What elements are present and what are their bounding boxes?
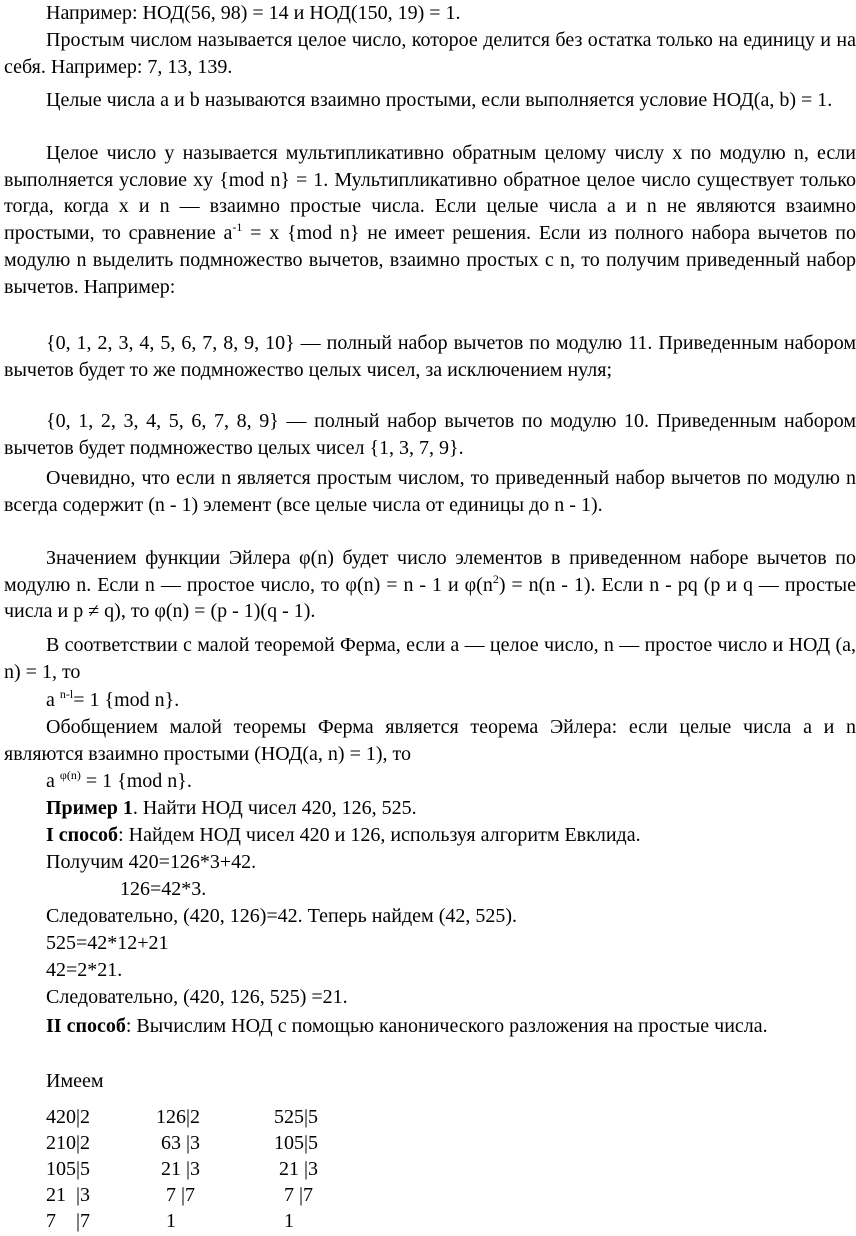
example-1-label: Пример 1: [46, 797, 133, 819]
table-cell: 21 |3: [156, 1158, 201, 1180]
table-cell: 21 |3: [46, 1184, 91, 1206]
inverse-text-part1: Целое число y называется мультипликативно обратным целому числу x по модулю n, если выполняется условие xy {mod n} = 1. Мультипликативно обратное целое число существует только тогда, когда x и n — взаимно простые числа. Если целые числа a и n не являются взаимно простыми, то сравнение a: [4, 142, 856, 245]
example-1-heading: [46, 795, 417, 822]
formula-fermat-base: a: [46, 689, 55, 711]
method-2-label: II способ: [46, 1015, 126, 1037]
table-cell: 420|2: [46, 1106, 91, 1128]
formula-euler-rest: = 1 {mod n}.: [80, 770, 192, 792]
table-cell: 7 |7: [156, 1184, 196, 1206]
method-1-label: I способ: [46, 824, 119, 846]
table-row: [46, 1106, 366, 1132]
paragraph-euler-theorem: Обобщением малой теоремы Ферма является теорема Эйлера: если целые числа a и n являются взаимно простыми (НОД(a, n) = 1), то: [4, 716, 856, 765]
table-cell: 1: [156, 1210, 176, 1232]
formula-euler-exponent: φ(n): [59, 768, 81, 782]
method-1-text: : Найдем НОД чисел 420 и 126, используя алгоритм Евклида.: [118, 824, 641, 846]
table-cell: 525|5: [274, 1106, 319, 1128]
euler-text-part2: ) = n(n - 1). Если n - pq (p и q — простые числа и p ≠ q), то φ(n) = (p - 1)(q - 1).: [4, 573, 856, 623]
table-cell: 210|2: [46, 1132, 91, 1154]
table-cell: 105|5: [46, 1158, 91, 1180]
formula-fermat-rest: = 1 {mod n}.: [73, 689, 180, 711]
table-row: [46, 1210, 366, 1236]
table-cell: 7 |7: [46, 1210, 91, 1232]
paragraph-full-residue-set-11: {0, 1, 2, 3, 4, 5, 6, 7, 8, 9, 10} — полный набор вычетов по модулю 11. Приведенным набором вычетов будет то же подмножество целых чисел, за исключением нуля;: [4, 332, 856, 381]
formula-euler: [46, 768, 192, 795]
paragraph-fermat-theorem: В соответствии с малой теоремой Ферма, если a — целое число, n — простое число и НОД (a, n) = 1, то: [4, 634, 856, 683]
euler-text-part1: Значением функции Эйлера φ(n) будет число элементов в приведенном наборе вычетов по модулю n. Если n — простое число, то φ(n) = n - 1 и φ(n: [4, 547, 856, 596]
euler-superscript: 2: [492, 571, 499, 586]
example-1-text: . Найти НОД чисел 420, 126, 525.: [132, 797, 417, 819]
table-cell: 126|2: [156, 1106, 201, 1128]
step-line-2: 126=42*3.: [120, 878, 207, 900]
table-row: [46, 1184, 366, 1210]
formula-fermat: [46, 687, 179, 714]
method-2-text: : Вычислим НОД с помощью канонического разложения на простые числа.: [125, 1015, 768, 1037]
paragraph-multiplicative-inverse: [4, 140, 856, 300]
inverse-superscript: -1: [232, 220, 243, 235]
paragraph-prime-definition: Простым числом называется целое число, которое делится без остатка только на единицу и на себя. Например: 7, 13, 139.: [4, 29, 856, 78]
table-cell: 21 |3: [274, 1158, 319, 1180]
step-line-5: 42=2*21.: [46, 959, 123, 981]
step-line-6: Следовательно, (420, 126, 525) =21.: [46, 986, 348, 1008]
table-row: [46, 1158, 366, 1184]
formula-fermat-exponent: n-l: [59, 687, 74, 701]
text-line-gcd-examples: Например: НОД(56, 98) = 14 и НОД(150, 19) = 1.: [46, 2, 461, 24]
paragraph-coprime-definition: Целые числа a и b называются взаимно простыми, если выполняется условие НОД(a, b) = 1.: [46, 89, 833, 111]
paragraph-full-residue-set-10: {0, 1, 2, 3, 4, 5, 6, 7, 8, 9} — полный набор вычетов по модулю 10. Приведенным набором вычетов будет подмножество целых чисел {1, 3, 7, 9}.: [4, 410, 856, 459]
table-cell: 105|5: [274, 1132, 319, 1154]
inverse-text-part2: = x {mod n} не имеет решения. Если из полного набора вычетов по модулю n выделить подмножество вычетов, взаимно простых с n, то получим приведенный набор вычетов. Например:: [4, 222, 856, 298]
step-line-4: 525=42*12+21: [46, 932, 169, 954]
step-line-3: Следовательно, (420, 126)=42. Теперь найдем (42, 525).: [46, 905, 518, 927]
table-cell: 63 |3: [156, 1132, 201, 1154]
step-line-1: Получим 420=126*3+42.: [46, 851, 257, 873]
paragraph-prime-reduced-set: Очевидно, что если n является простым числом, то приведенный набор вычетов по модулю n всегда содержит (n - 1) элемент (все целые числа от единицы до n - 1).: [4, 467, 856, 516]
method-1-heading: [46, 822, 641, 849]
step-line-have: Имеем: [46, 1070, 104, 1092]
method-2-paragraph: [4, 1013, 856, 1040]
paragraph-euler-function: [4, 545, 856, 625]
table-cell: 7 |7: [274, 1184, 314, 1206]
formula-euler-base: a: [46, 770, 55, 792]
table-row: [46, 1132, 366, 1158]
table-cell: 1: [274, 1210, 294, 1232]
